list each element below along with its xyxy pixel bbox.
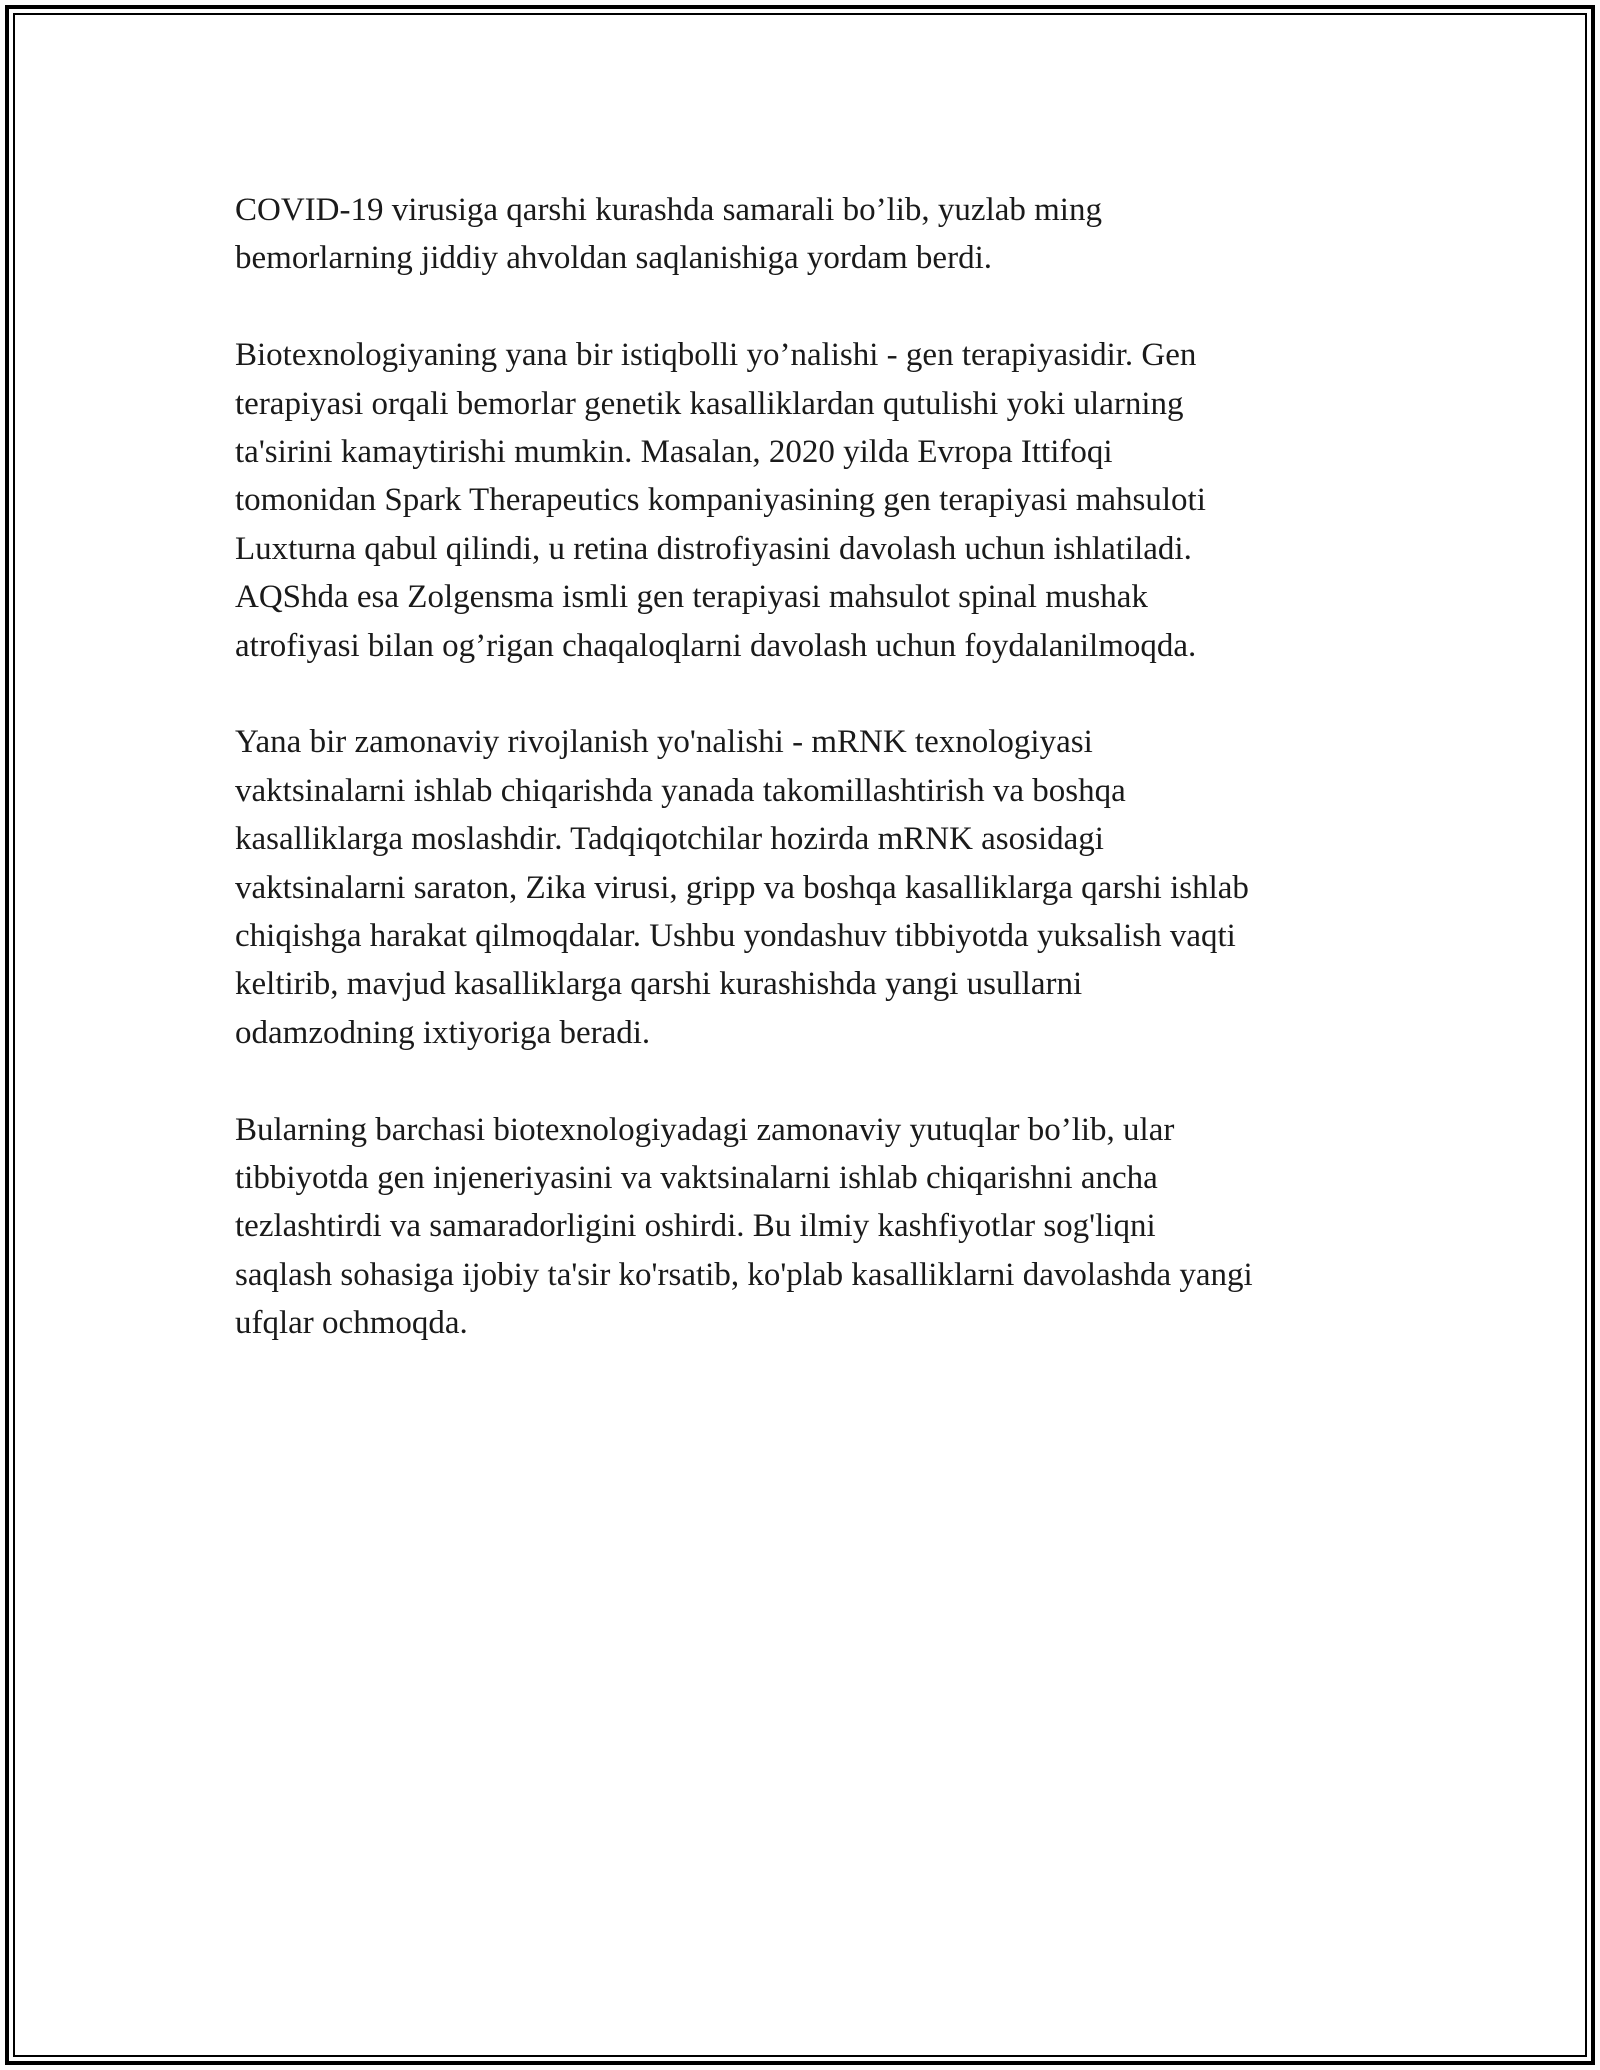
text-line: Bularning barchasi biotexnologiyadagi zamonaviy yutuqlar bo’lib, ular	[235, 1111, 1175, 1148]
text-line: kasalliklarga moslashdir. Tadqiqotchilar hozirda mRNK asosidagi	[235, 821, 1104, 858]
text-line: tezlashtirdi va samaradorligini oshirdi. Bu ilmiy kashfiyotlar sog'liqni	[235, 1208, 1156, 1245]
text-line: Luxturna qabul qilindi, u retina distrofiyasini davolash uchun ishlatiladi.	[235, 530, 1192, 567]
text-line: tibbiyotda gen injeneriyasini va vaktsinalarni ishlab chiqarishni ancha	[235, 1160, 1158, 1197]
text-line: atrofiyasi bilan og’rigan chaqaloqlarni davolash uchun foydalanilmoqda.	[235, 627, 1197, 664]
document-body	[235, 186, 1395, 1396]
text-line: keltirib, mavjud kasalliklarga qarshi kurashishda yangi usullarni	[235, 966, 1083, 1003]
text-line: vaktsinalarni ishlab chiqarishda yanada takomillashtirish va boshqa	[235, 772, 1126, 809]
text-line: saqlash sohasiga ijobiy ta'sir ko'rsatib, ko'plab kasalliklarni davolashda yangi	[235, 1256, 1253, 1293]
text-line: tomonidan Spark Therapeutics kompaniyasining gen terapiyasi mahsuloti	[235, 482, 1206, 519]
text-line: chiqishga harakat qilmoqdalar. Ushbu yondashuv tibbiyotda yuksalish vaqti	[235, 918, 1236, 955]
paragraph-covid	[235, 186, 1395, 283]
text-line: odamzodning ixtiyoriga beradi.	[235, 1014, 651, 1051]
paragraph-gene-therapy	[235, 331, 1395, 670]
text-line: bemorlarning jiddiy ahvoldan saqlanishiga yordam berdi.	[235, 240, 992, 277]
text-line: ta'sirini kamaytirishi mumkin. Masalan, 2020 yilda Evropa Ittifoqi	[235, 434, 1113, 471]
text-line: AQShda esa Zolgensma ismli gen terapiyasi mahsulot spinal mushak	[235, 579, 1148, 616]
text-line: vaktsinalarni saraton, Zika virusi, gripp va boshqa kasalliklarga qarshi ishlab	[235, 869, 1249, 906]
text-line: terapiyasi orqali bemorlar genetik kasalliklardan qutulishi yoki ularning	[235, 385, 1184, 422]
text-line: ufqlar ochmoqda.	[235, 1305, 468, 1342]
text-line: COVID-19 virusiga qarshi kurashda samarali bo’lib, yuzlab ming	[235, 192, 1102, 228]
paragraph-conclusion	[235, 1106, 1395, 1348]
paragraph-mrna	[235, 718, 1395, 1057]
text-line: Yana bir zamonaviy rivojlanish yo'nalishi - mRNK texnologiyasi	[235, 724, 1093, 761]
text-line: Biotexnologiyaning yana bir istiqbolli yo’nalishi - gen terapiyasidir. Gen	[235, 337, 1197, 374]
